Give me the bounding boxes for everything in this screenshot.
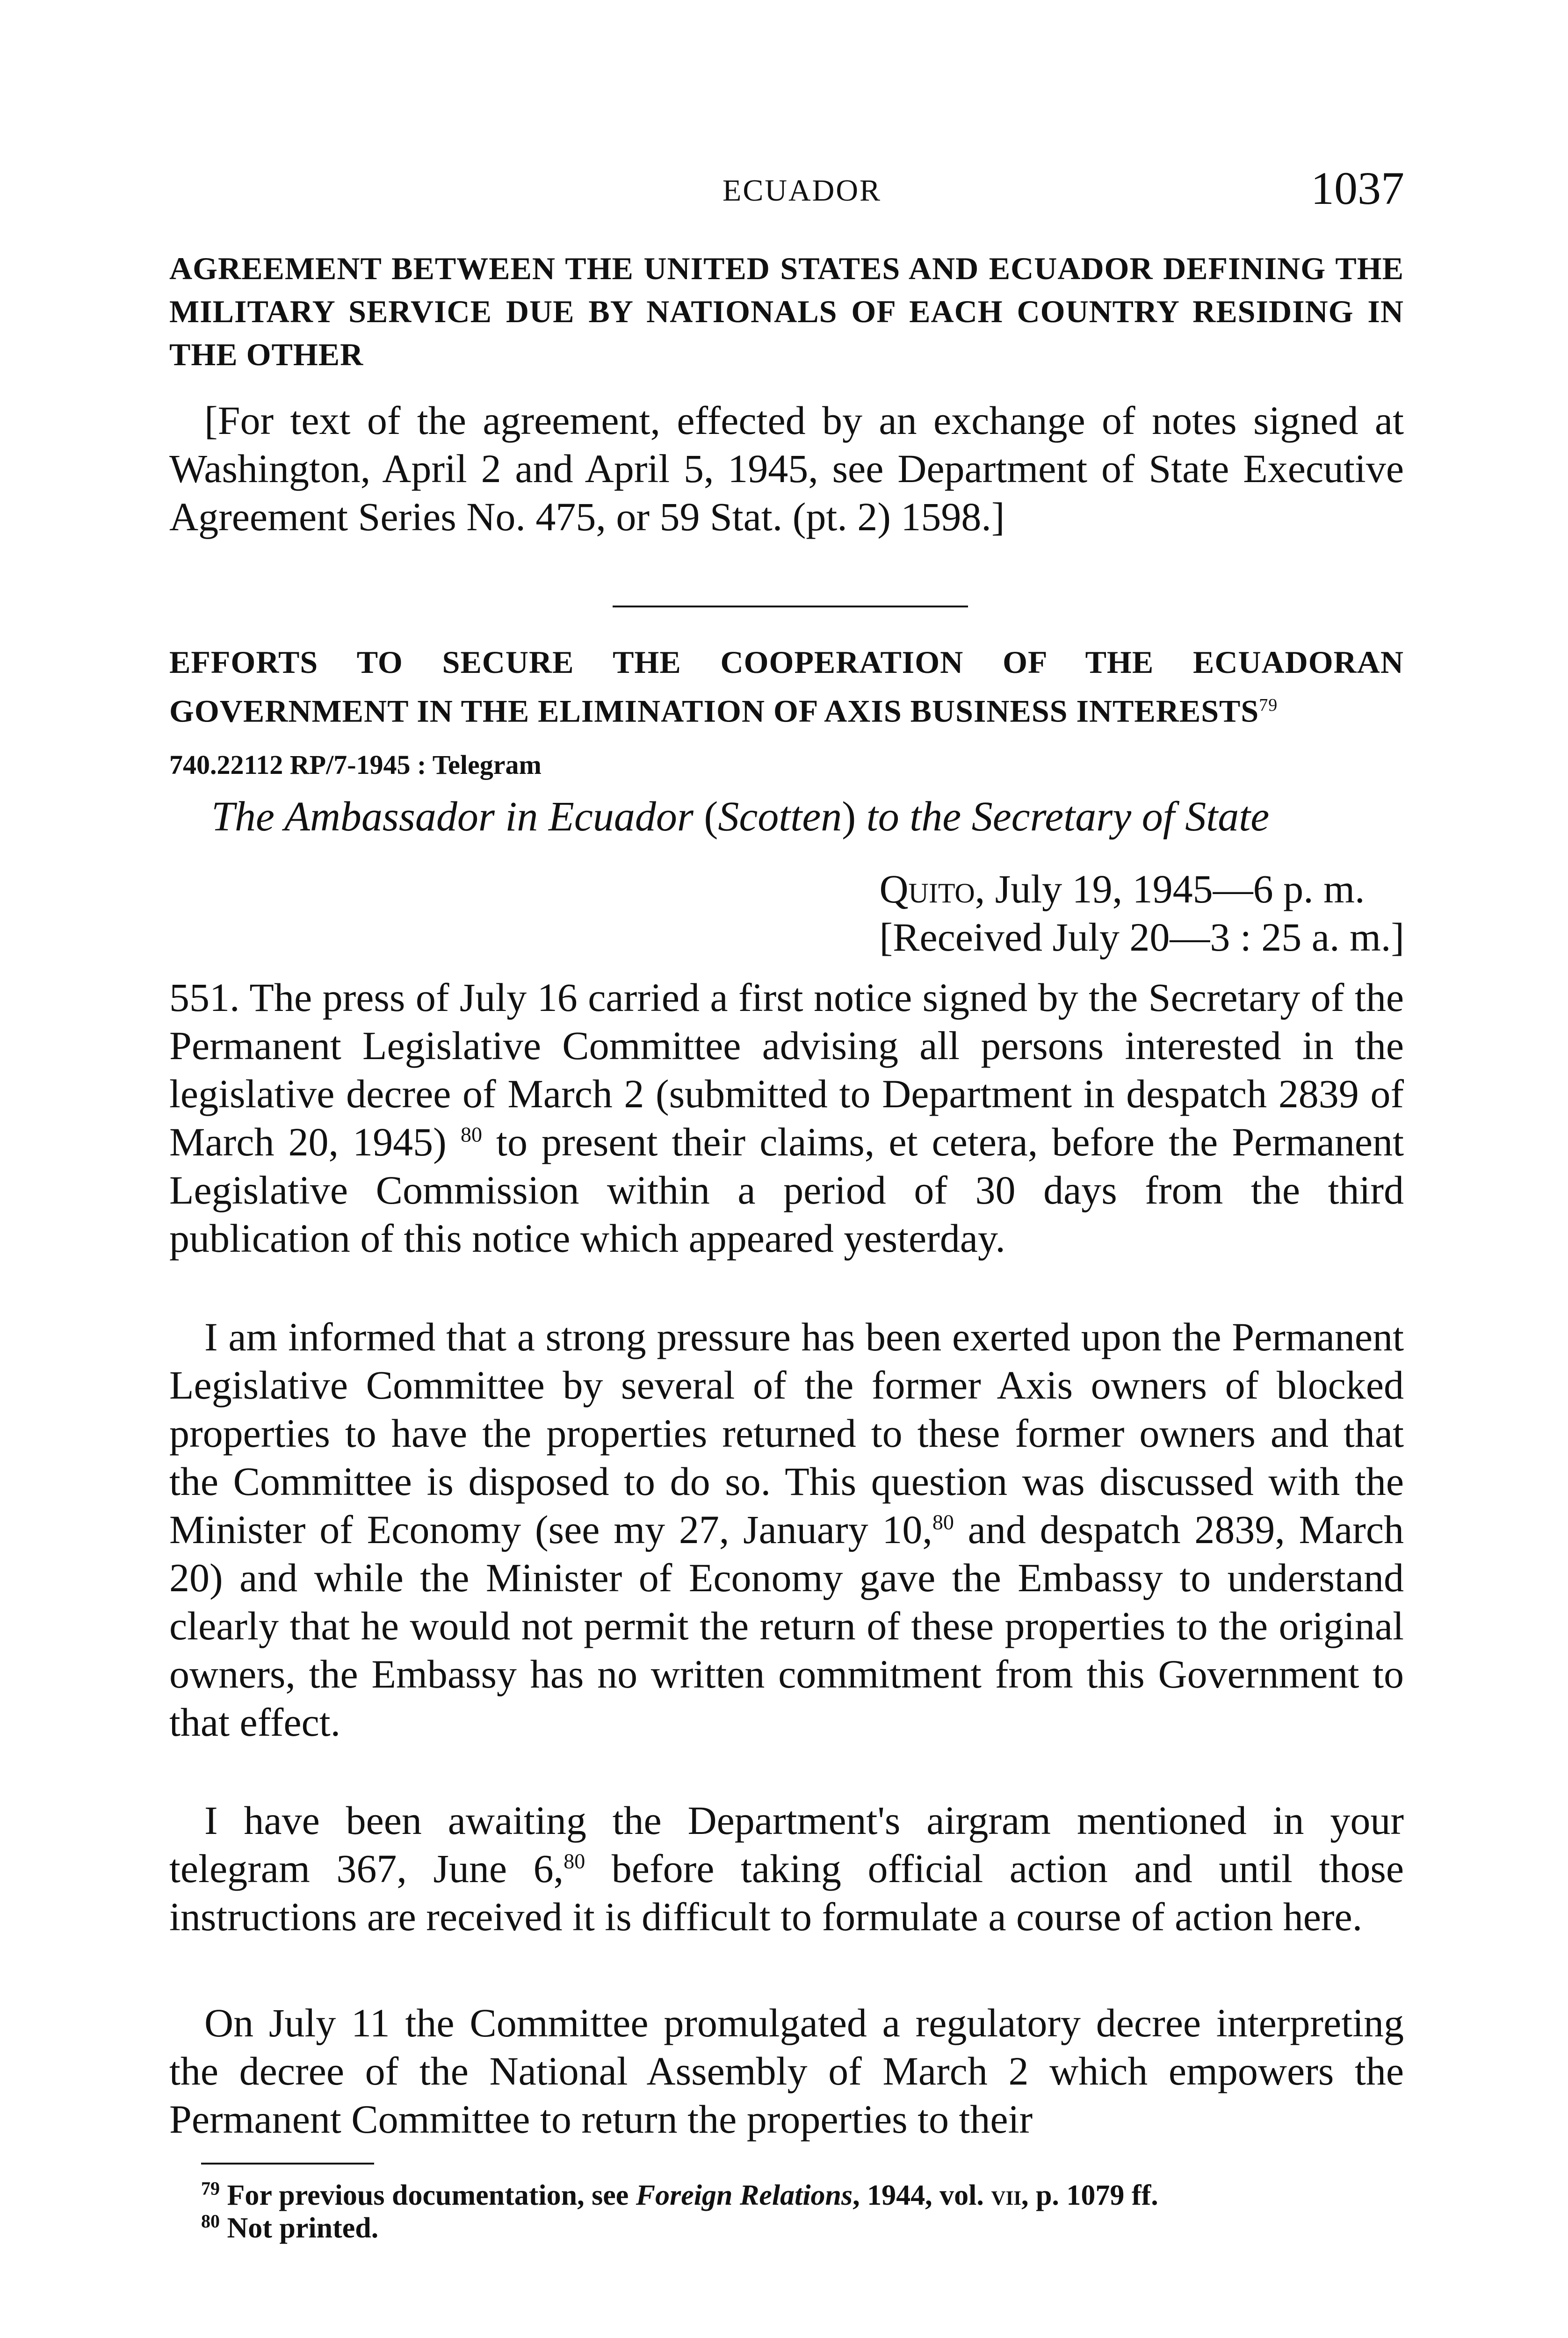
dateline <box>879 865 1404 961</box>
paragraph-2-a: I am informed that a strong pressure has been exerted upon the Permanent Legislative Committee by several of the former Axis owners of blocked properties to have the properties returned to these former owners and that the Committee is disposed to do so. This question was discussed with the Minister of Economy (see my 27, January 10, <box>169 1314 1404 1552</box>
footnote-ref-80: 80 <box>460 1122 482 1147</box>
dateline-sent <box>879 865 1404 913</box>
document-title <box>211 793 1269 841</box>
section-heading-efforts <box>169 641 1404 733</box>
section-divider <box>613 606 968 607</box>
footnote-79-a: For previous documentation, see <box>220 2179 636 2211</box>
doc-title-name: Scotten <box>718 794 842 840</box>
dateline-received: [Received July 20—3 : 25 a. m.] <box>879 915 1404 960</box>
footnote-mark-79: 79 <box>201 2178 220 2199</box>
page-number: 1037 <box>1311 162 1404 214</box>
footnote-79-c: , p. 1079 ff. <box>1021 2179 1158 2211</box>
editorial-note: [For text of the agreement, effected by an exchange of notes signed at Washington, April 2 and April 5, 1945, see Department of State Executive Agreement Series No. 475, or 59 Stat. (pt. 2) 1598.] <box>169 398 1404 539</box>
dateline-sent-time: , July 19, 1945—6 p. m. <box>975 866 1365 911</box>
doc-title-paren-close: ) <box>842 794 856 840</box>
doc-title-post: to the Secretary of State <box>856 794 1270 840</box>
dateline-place: Quito <box>879 866 975 911</box>
running-head: ECUADOR <box>723 173 882 208</box>
paragraph-3 <box>169 1797 1404 1941</box>
paragraph-1-a: 551. The press of July 16 carried a first notice signed by the Secretary of the Permanent Legislative Committee advising all persons interested in the legislative decree of March 2 (submitted to Department in despatch 2839 of March 20, 1945) <box>169 975 1404 1164</box>
paragraph-1-b: to present their claims, et cetera, before the Permanent Legislative Commission within a period of 30 days from the third publication of this notice which appeared yesterday. <box>169 1119 1404 1261</box>
paragraph-3-a: I have been awaiting the Department's airgram mentioned in your telegram 367, June 6, <box>169 1798 1404 1891</box>
doc-title-paren-open: ( <box>704 794 718 840</box>
footnote-80-text: Not printed. <box>220 2212 379 2244</box>
paragraph-3-b: before taking official action and until those instructions are received it is difficult to formulate a course of action here. <box>169 1846 1404 1939</box>
section-heading-agreement: AGREEMENT BETWEEN THE UNITED STATES AND ECUADOR DEFINING THE MILITARY SERVICE DUE BY NATIONALS OF EACH COUNTRY RESIDING IN THE OTHER <box>169 251 1404 372</box>
footnote-79-title: Foreign Relations <box>636 2179 853 2211</box>
footnote-79-b: , 1944, vol. <box>853 2179 991 2211</box>
doc-title-pre: The Ambassador in Ecuador <box>211 794 704 840</box>
footnote-80 <box>201 2212 1158 2244</box>
footnote-rule <box>201 2163 374 2165</box>
footnote-79-vol: vii <box>991 2179 1021 2211</box>
footnote-ref-80: 80 <box>564 1849 585 1873</box>
paragraph-4: On July 11 the Committee promulgated a regulatory decree interpreting the decree of the National Assembly of March 2 which empowers the Permanent Committee to return the properties to their <box>169 2000 1404 2142</box>
paragraph-1 <box>169 974 1404 1263</box>
paragraph-2 <box>169 1313 1404 1746</box>
footnote-ref-80: 80 <box>932 1510 954 1534</box>
footnote-mark-80: 80 <box>201 2210 220 2232</box>
footnotes <box>201 2179 1158 2244</box>
paragraph-2-b: and despatch 2839, March 20) and while the Minister of Economy gave the Embassy to understand clearly that he would not permit the return of these properties to the original owners, the Embassy has no written commitment from this Government to that effect. <box>169 1507 1404 1745</box>
file-number: 740.22112 RP/7-1945 : Telegram <box>169 750 542 780</box>
footnote-79 <box>201 2179 1158 2212</box>
footnote-ref-79: 79 <box>1259 695 1278 715</box>
section-heading-text: EFFORTS TO SECURE THE COOPERATION OF THE ECUADORAN GOVERNMENT IN THE ELIMINATION OF AXIS BUSINESS INTERESTS <box>169 644 1404 729</box>
